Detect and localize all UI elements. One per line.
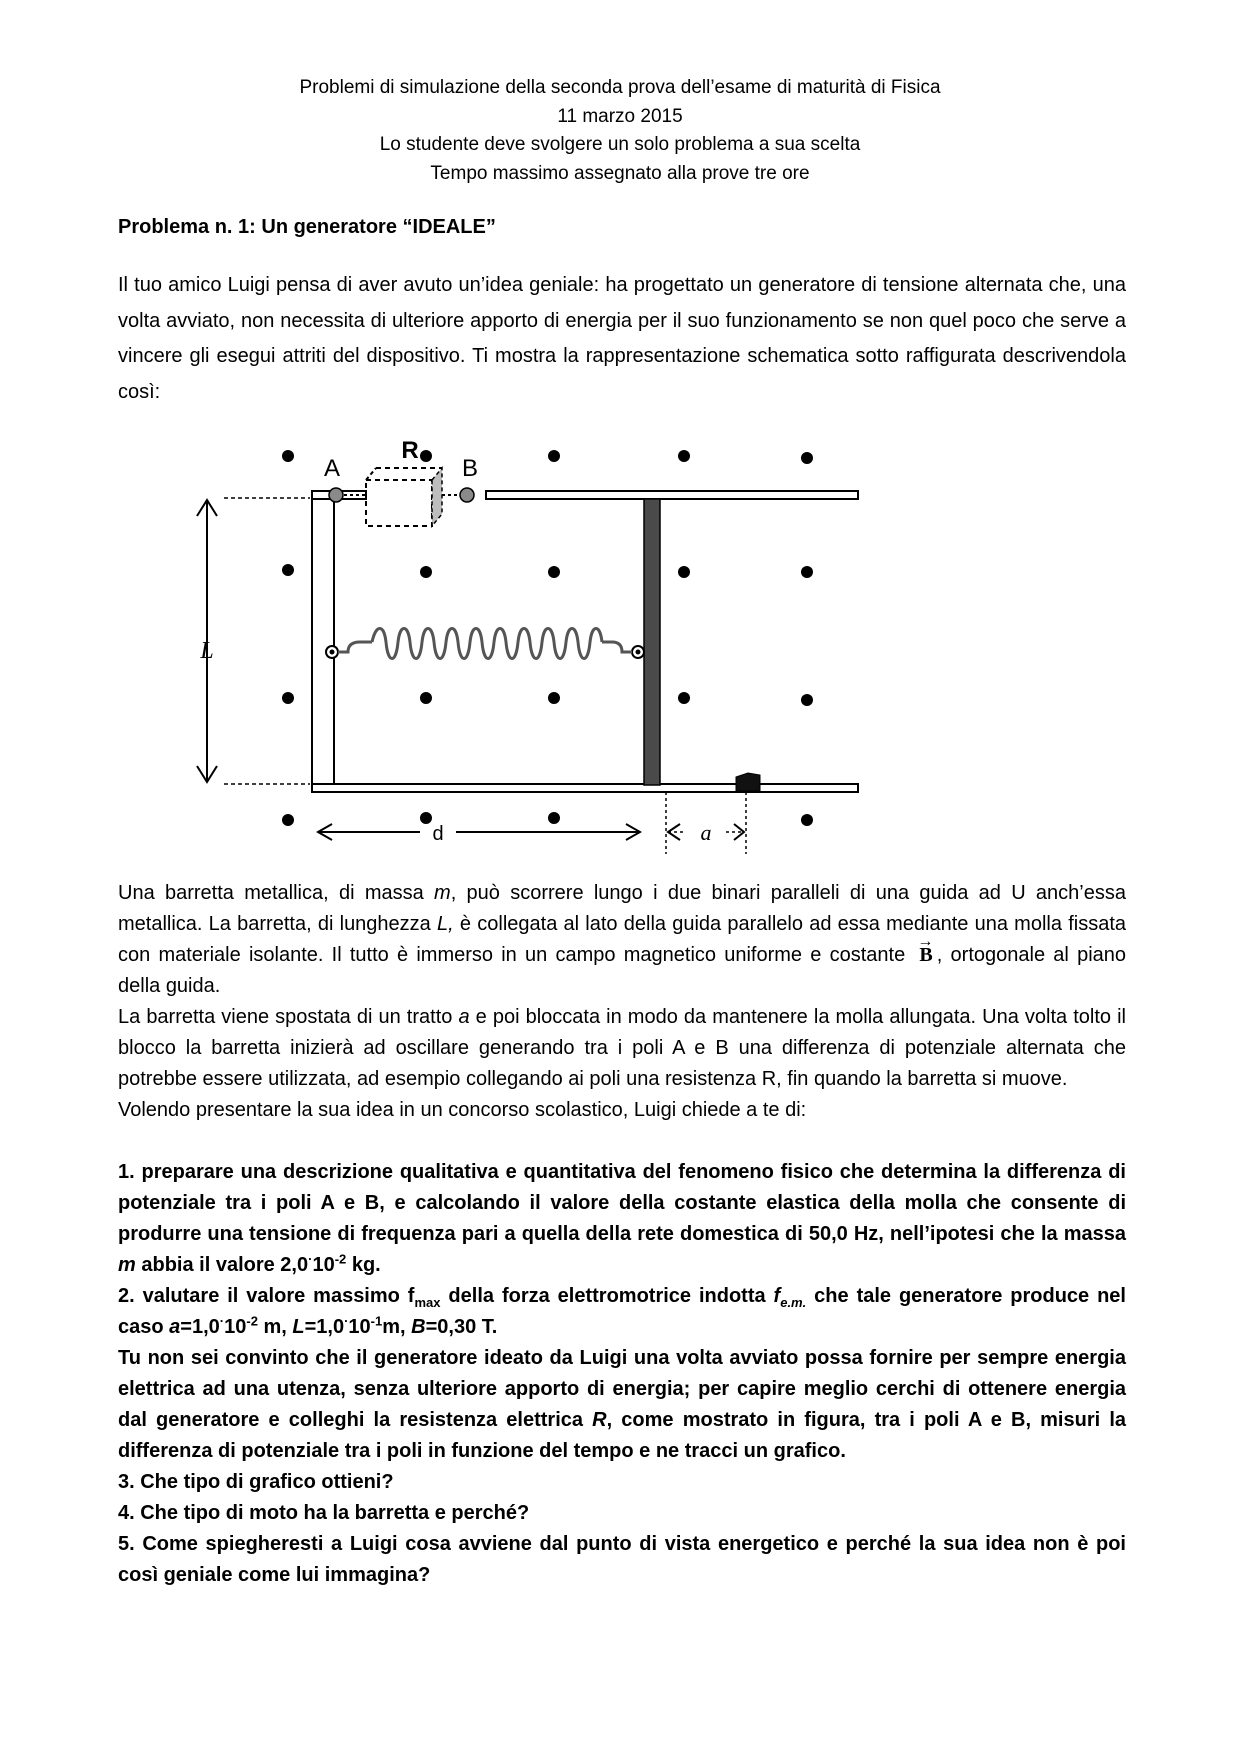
dimension-L — [197, 498, 310, 784]
label-d: d — [432, 823, 444, 845]
subscript: e.m. — [780, 1295, 807, 1310]
var-m: m — [434, 882, 451, 904]
question-4: 4. Che tipo di moto ha la barretta e perché? — [118, 1502, 530, 1524]
header-line-2: 11 marzo 2015 — [557, 105, 683, 127]
text-span: m, — [382, 1316, 412, 1338]
text-span: m, — [257, 1316, 293, 1338]
var-a: a — [458, 1006, 470, 1028]
magnetic-field-dots — [282, 450, 813, 826]
header-line-3: Lo studente deve svolgere un solo problema a sua scelta — [379, 134, 861, 155]
text-span: e poi bloccata in modo da mantenere la molla allungata. Una volta tolto il blocco la barretta inizierà ad oscillare generando tra i poli A e B una differenza di potenziale alternata che potrebbe essere utilizzata, ad esempio collegando ai poli una resistenza R, fin quando la barretta si muove. — [118, 1006, 1127, 1090]
sliding-bar — [644, 499, 660, 785]
u-guide — [312, 491, 858, 792]
resistor-R — [344, 437, 466, 526]
problem-body — [118, 878, 1126, 1591]
question-5: 5. Come spiegheresti a Luigi cosa avviene dal punto di vista energetico e perché la sua idea non è poi così geniale come lui immagina? — [118, 1533, 1126, 1586]
label-R: R — [401, 437, 419, 464]
text-span: 1. preparare una descrizione qualitativa e quantitativa del fenomeno fisico che determina la differenza di potenziale tra i poli A e B, e calcolando il valore della costante elastica della molla che consente di produrre una tensione di frequenza pari a quella della rete domestica di 50,0 Hz, nell’ipotesi che la massa — [118, 1161, 1126, 1245]
text-span: 2. valutare il valore massimo f — [118, 1285, 415, 1307]
text-span: 10 — [224, 1316, 247, 1338]
header-line-4: Tempo massimo assegnato alla prove tre ore — [430, 162, 810, 184]
problem-intro — [118, 268, 1126, 410]
var-f: f — [773, 1285, 781, 1307]
text-span: =1,0 — [180, 1316, 220, 1338]
exponent: -1 — [370, 1313, 383, 1329]
circuit-figure — [200, 420, 880, 870]
var-R: R — [592, 1409, 607, 1431]
question-2 — [118, 1281, 1126, 1343]
spring — [326, 629, 644, 659]
text-span: Una barretta metallica, di massa — [118, 882, 435, 904]
dot: · — [308, 1251, 313, 1267]
description-paragraph-2 — [118, 1002, 1126, 1095]
var-m: m — [118, 1254, 136, 1276]
text-span: , come mostrato in figura, tra i poli A e B, misuri la differenza di potenziale tra i poli in funzione del tempo e ne tracci un grafico. — [118, 1409, 1126, 1462]
question-3: 3. Che tipo di grafico ottieni? — [118, 1471, 394, 1493]
paragraph-tu-non-sei-convinto — [118, 1343, 1126, 1467]
exponent: -2 — [246, 1313, 258, 1329]
pole-B — [460, 488, 474, 502]
text-span: , può scorrere lungo i due binari paralleli di una guida ad U anch’essa metallica. La barretta, di lunghezza — [118, 882, 1126, 935]
text-span: =0,30 T. — [425, 1316, 498, 1338]
var-L: L — [292, 1316, 305, 1338]
text-span: che tale generatore produce nel caso — [118, 1285, 1126, 1338]
text-span: =1,0 — [304, 1316, 345, 1338]
text-span: è collegata al lato della guida parallelo ad essa mediante una molla fissata con materiale isolante. Il tutto è immerso in un campo magnetico uniforme e costante — [118, 913, 1126, 966]
circuit-diagram — [200, 420, 880, 870]
text-span: 10 — [348, 1316, 371, 1338]
text-span: La barretta viene spostata di un tratto — [118, 1006, 459, 1028]
header-line-1: Problemi di simulazione della seconda prova dell’esame di maturità di Fisica — [299, 77, 941, 98]
document-header — [0, 74, 1240, 188]
label-L: L — [200, 638, 214, 664]
var-a: a — [169, 1316, 181, 1338]
exponent: -2 — [334, 1251, 347, 1267]
question-1 — [118, 1157, 1126, 1281]
dot: · — [344, 1313, 349, 1329]
description-paragraph-3: Volendo presentare la sua idea in un concorso scolastico, Luigi chiede a te di: — [118, 1099, 807, 1121]
label-a: a — [700, 820, 712, 845]
text-span: 10 — [312, 1254, 335, 1276]
vector-B: → B — [913, 940, 936, 971]
pole-A — [329, 488, 343, 502]
problem-title: Problema n. 1: Un generatore “IDEALE” — [118, 216, 496, 238]
subscript: max — [414, 1295, 441, 1310]
text-span: kg. — [346, 1254, 381, 1276]
intro-paragraph: Il tuo amico Luigi pensa di aver avuto un’idea geniale: ha progettato un generatore di tensione alternata che, una volta avviato, non necessita di ulteriore apporto di energia per il suo funzionamento se non quel poco che serve a vincere gli esegui attriti del dispositivo. Ti mostra la rappresentazione schematica sotto raffigurata descrivendola così: — [118, 274, 1126, 403]
var-L: L, — [437, 913, 454, 935]
var-B: B — [411, 1316, 426, 1338]
label-B: B — [461, 455, 479, 482]
stop-block — [736, 773, 760, 791]
dimension-d — [318, 824, 640, 840]
text-span: abbia il valore 2,0 — [135, 1254, 309, 1276]
label-A: A — [323, 455, 341, 482]
text-span: , ortogonale al piano della guida. — [118, 944, 1127, 997]
text-span: Tu non sei convinto che il generatore ideato da Luigi una volta avviato possa fornire per sempre energia elettrica ad una utenza, senza ulteriore apporto di energia; per capire meglio cerchi di ottenere energia dal generatore e colleghi la resistenza elettrica — [118, 1347, 1126, 1431]
description-paragraph-1 — [118, 878, 1126, 1002]
text-span: della forza elettromotrice indotta — [440, 1285, 774, 1307]
dot: · — [219, 1313, 225, 1329]
